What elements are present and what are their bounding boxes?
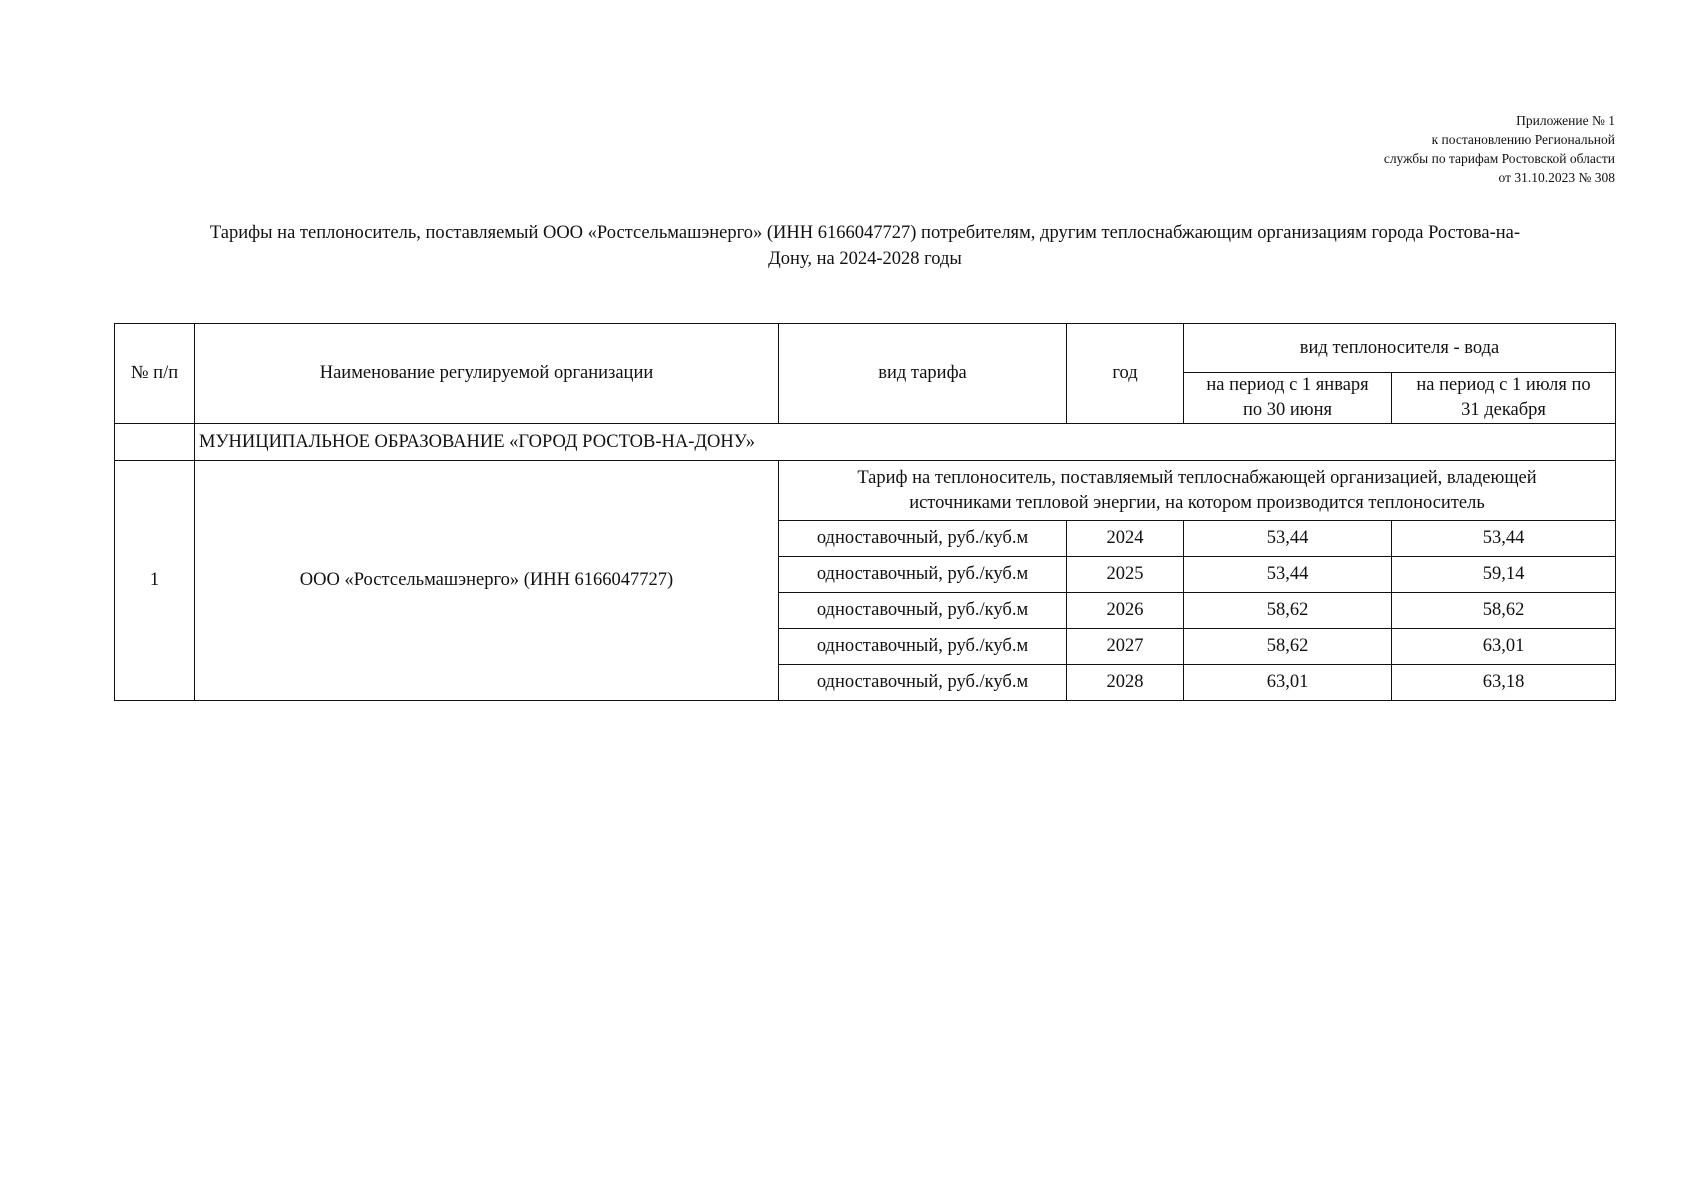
header-period-1-line: на период с 1 января <box>1206 375 1369 395</box>
cell-year: 2026 <box>1067 593 1184 629</box>
cell-period-1-value: 53,44 <box>1184 521 1392 557</box>
header-period-1-line: по 30 июня <box>1242 400 1333 420</box>
cell-tariff-kind: одноставочный, руб./куб.м <box>779 629 1067 665</box>
cell-period-1-value: 53,44 <box>1184 557 1392 593</box>
appendix-line: Приложение № 1 <box>1516 113 1615 128</box>
entry-org-name: ООО «Ростсельмашэнерго» (ИНН 6166047727) <box>195 461 779 701</box>
cell-period-2-value: 58,62 <box>1392 593 1616 629</box>
header-org-name: Наименование регулируемой организации <box>195 324 779 424</box>
appendix-line: от 31.10.2023 № 308 <box>1498 170 1615 185</box>
tariff-type-description <box>779 461 1616 521</box>
tariff-type-line: Тариф на теплоноситель, поставляемый теплоснабжающей организацией, владеющей <box>857 467 1537 488</box>
document-title-line: Дону, на 2024-2028 годы <box>768 249 962 269</box>
cell-period-1-value: 63,01 <box>1184 665 1392 701</box>
cell-period-1-value: 58,62 <box>1184 629 1392 665</box>
cell-tariff-kind: одноставочный, руб./куб.м <box>779 521 1067 557</box>
tariff-type-row <box>115 461 1616 521</box>
cell-period-1-value: 58,62 <box>1184 593 1392 629</box>
cell-period-2-value: 59,14 <box>1392 557 1616 593</box>
cell-period-2-value: 63,18 <box>1392 665 1616 701</box>
tariff-table <box>114 323 1616 701</box>
cell-year: 2024 <box>1067 521 1184 557</box>
cell-tariff-kind: одноставочный, руб./куб.м <box>779 557 1067 593</box>
header-period-2 <box>1392 373 1616 424</box>
tariff-type-line: источниками тепловой энергии, на котором производится теплоноситель <box>909 492 1485 513</box>
appendix-block <box>1384 111 1615 187</box>
header-period-1 <box>1184 373 1392 424</box>
document-title-line: Тарифы на теплоноситель, поставляемый ООО «Ростсельмашэнерго» (ИНН 6166047727) потребителям, другим теплоснабжающим организациям города Ростова-на- <box>209 223 1521 243</box>
cell-year: 2027 <box>1067 629 1184 665</box>
header-num: № п/п <box>115 324 195 424</box>
document-title <box>120 220 1610 272</box>
header-row <box>115 324 1616 373</box>
header-year: год <box>1067 324 1184 424</box>
cell-year: 2028 <box>1067 665 1184 701</box>
cell-tariff-kind: одноставочный, руб./куб.м <box>779 593 1067 629</box>
appendix-line: службы по тарифам Ростовской области <box>1383 151 1615 166</box>
cell-period-2-value: 63,01 <box>1392 629 1616 665</box>
header-tariff-kind: вид тарифа <box>779 324 1067 424</box>
cell-tariff-kind: одноставочный, руб./куб.м <box>779 665 1067 701</box>
appendix-line: к постановлению Региональной <box>1431 132 1615 147</box>
municipality-num-cell <box>115 424 195 461</box>
cell-period-2-value: 53,44 <box>1392 521 1616 557</box>
cell-year: 2025 <box>1067 557 1184 593</box>
header-heat-carrier: вид теплоносителя - вода <box>1184 324 1616 373</box>
header-period-2-line: на период с 1 июля по <box>1416 375 1591 395</box>
entry-num: 1 <box>115 461 195 701</box>
municipality-row <box>115 424 1616 461</box>
header-period-2-line: 31 декабря <box>1461 400 1546 420</box>
municipality-label: МУНИЦИПАЛЬНОЕ ОБРАЗОВАНИЕ «ГОРОД РОСТОВ-НА-ДОНУ» <box>195 424 1616 461</box>
